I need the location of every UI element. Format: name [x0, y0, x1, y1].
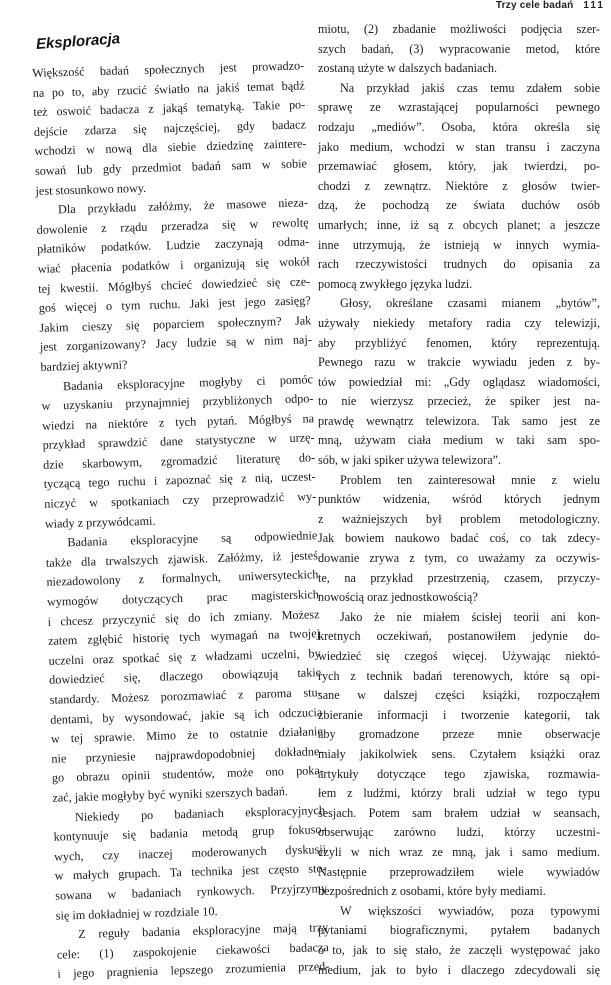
text-line: zbieranie informacji i tworzenie kategorii, tak — [318, 707, 600, 722]
text-line: bezpośrednich z osobami, które były mediami. — [318, 884, 546, 899]
text-line: sowań lub gdy przedmiot badań sam w sobie — [34, 156, 308, 178]
text-line: Badania eksploracyjne mogłyby ci pomóc — [62, 371, 314, 393]
text-line: też oswoić badacza z jakąś tematyką. Takie po- — [33, 97, 306, 120]
text-line: wych, czy inaczej moderowanych dyskusji — [53, 841, 327, 864]
text-line: zatem zgłębić historię tych wymagań na twojej — [47, 626, 321, 648]
text-line: Jako że nie miałem ścisłej teorii ani kon- — [340, 609, 600, 624]
text-line: aby gromadzone przeze mnie obserwacje — [318, 727, 600, 742]
text-line: płatników podatków. Ludzie zaczynają odma- — [36, 234, 310, 257]
text-line: to nie wierzysz przecież, że spiker jest na- — [318, 394, 600, 409]
text-line: i jego pragnienia lepszego zrozumienia przed- — [57, 959, 330, 981]
text-line: te, na przykład przestrzenią, czasem, przyczy- — [318, 570, 600, 585]
text-line: łem z ludźmi, którzy brali udział w tego typu — [318, 786, 600, 801]
text-line: niezadowolony z formalnych, uniwersyteckich — [46, 567, 319, 590]
text-line: tej kwestii. Mógłbyś chcieć dowiedzieć się cze- — [38, 273, 311, 296]
text-line: goś więcej o tym ruchu. Jaki jest jego zasięg? — [38, 293, 311, 316]
text-line: tów powiedział mi: „Gdy oglądasz wiadomości, — [318, 374, 600, 389]
text-line: miotu, (2) zbadanie możliwości podjęcia szer- — [318, 22, 600, 36]
text-line: Większość badań społecznych jest prowadzo- — [32, 58, 305, 80]
text-line: się im dokładniej w rozdziale 10. — [55, 903, 218, 923]
text-line: chodzi z zewnątrz. Niektóre z głosów twier- — [318, 178, 600, 193]
text-line: artykuły dotyczące tego zjawiska, rozmawia- — [318, 766, 600, 781]
text-line: Z reguły badania eksploracyjne mają trzy — [78, 920, 329, 942]
text-line: w tej sprawie. Mimo że to ostatnie działanie — [50, 724, 323, 746]
text-line: miały jakikolwiek sens. Czytałem książki oraz — [318, 746, 600, 761]
text-line: punktów widzenia, wśród których jednym — [318, 492, 600, 507]
text-line: aby przybliżyć fenomen, który reprezentują. — [318, 335, 600, 350]
text-line: kretnych oczekiwań, postanowiłem jedynie do- — [318, 629, 600, 644]
text-line: czyli w nich wraz ze mną, jak i samo medium. — [318, 844, 600, 859]
text-line: rodzaju „mediów”. Osoba, która określa się — [318, 119, 600, 134]
text-line: bardziej aktywni? — [40, 357, 128, 374]
text-line: sób, w jaki spiker używa telewizora”. — [318, 453, 502, 468]
text-line: zostaną użyte w dalszych badaniach. — [318, 61, 498, 76]
text-line: niczyć w spotkaniach czy przeprowadzić wy- — [44, 489, 317, 511]
text-line: jako medium, wchodzi w stan transu i zaczyna — [318, 139, 600, 154]
text-line: Badania eksploracyjne są odpowiednie — [67, 528, 318, 550]
text-line: Głosy, określane czasami mianem „bytów”, — [340, 296, 600, 311]
text-line: przykład sprawdzić dane statystyczne w urzę- — [42, 430, 315, 453]
left-column — [32, 56, 330, 984]
text-line: wymogów dotyczących prac magisterskich — [46, 587, 320, 609]
text-line: wiać płacenia podatków i organizują się wokół — [37, 254, 310, 276]
text-line: dentami, by wysondować, jakie są ich odczucia — [50, 704, 323, 727]
text-line: medium, jak to było i dlaczego zdecydowali się — [318, 962, 600, 977]
page-number: 111 — [583, 0, 605, 11]
text-line: na po to, aby rzucić światło na jakiś temat bądź — [32, 77, 305, 100]
text-line: wchodzi w nową dla siebie dziedzinę zaintere- — [34, 136, 307, 159]
running-head — [496, 0, 605, 12]
text-line: Na przykład jakiś czas temu zdałem sobie — [340, 80, 600, 95]
text-line: sowana w badaniach rynkowych. Przyjrzymy — [55, 881, 328, 903]
text-line: jest zorganizowany? Jacy ludzie są w nim naj- — [39, 332, 312, 355]
text-line: z ważniejszych był problem metodologiczny. — [318, 511, 600, 526]
text-line: w uzyskaniu przynajmniej przybliżonych odpo- — [41, 391, 314, 413]
text-line: Dla przykładu załóżmy, że masowe nieza- — [57, 195, 309, 217]
section-title: Eksploracja — [35, 30, 121, 53]
text-line: prawdę wewnątrz telewizora. Tak samo jest ze — [318, 413, 600, 428]
text-line: zać, jakie mogłyby być wyniki szerszych badań. — [52, 784, 289, 805]
text-line: dowolenie z rządu przeradza się w rewoltę — [36, 215, 309, 237]
text-line: standardy. Możesz porozmawiać z paroma stu- — [49, 685, 322, 707]
text-line: go obrazu opinii studentów, może ono poka- — [51, 763, 325, 786]
running-title: Trzy cele badań — [495, 0, 574, 11]
text-line: dzie skarbowym, zgromadzić literaturę do- — [42, 450, 316, 472]
text-line: dowanie zrywa z tym, co uważamy za oczywis- — [318, 551, 600, 566]
text-line: używały niekiedy metafory radia czy telewizji, — [318, 315, 600, 330]
text-line: W większości wywiadów, poza typowymi — [340, 903, 600, 918]
text-line: sane w dalszej części książki, rozpocząłem — [318, 688, 600, 703]
text-line: Pewnego razu w trakcie wywiadu jeden z by- — [318, 355, 600, 370]
text-line: sesjach. Potem sam brałem udział w seansach, — [318, 805, 600, 820]
text-line: rach rzeczywistości trudnych do opisania za — [318, 257, 600, 272]
text-line: wiedzieć się czegoś więcej. Używając niektó- — [318, 649, 600, 663]
text-line: i chcesz przyczynić się do ich zmiany. Możesz — [47, 606, 320, 629]
text-line: Problem ten zainteresował mnie z wielu — [340, 472, 600, 487]
text-line: wiady z przywódcami. — [44, 513, 156, 531]
text-line: dejście zdarza się najczęściej, gdy badacz — [33, 117, 306, 139]
text-line: obserwując zarówno ludzi, którzy uczestni- — [318, 825, 600, 840]
text-line: pomocą zwykłego języka ludzi. — [318, 276, 473, 291]
text-line: nowością oraz jednostkowością? — [318, 590, 478, 605]
text-line: umarłych; inne, iż są z obcych planet; a jeszcze — [318, 217, 600, 232]
text-line: dowiedzieć się, dlaczego obowiązują takie — [49, 665, 322, 688]
text-line: cele: (1) zaspokojenie ciekawości badacza — [56, 939, 329, 962]
text-line: pytaniami biograficznymi, pytałem badanych — [318, 923, 600, 938]
text-line: sprawę ze wzrastającej popularności pewnego — [318, 100, 600, 115]
right-column — [318, 20, 600, 980]
text-line: rych z technik badań terenowych, które są opi- — [318, 668, 600, 683]
text-line: mną, używam ciała medium w taki sam spo- — [318, 433, 600, 448]
text-line: dzą, że pochodzą ze świata duchów osób — [318, 198, 600, 213]
text-line: inne utrzymują, że istnieją w innych wymia- — [318, 237, 600, 252]
text-line: kontynuuje się badania metodą grup fokuso- — [53, 822, 326, 844]
text-line: tyczącą tego ruchu i zapoznać się z nią, uczest- — [43, 469, 316, 492]
text-line: nie przyniesie najprawdopodobniej dokładne- — [51, 743, 324, 766]
text-line: Jakim cieszy się poparciem społecznym? Jak — [39, 313, 312, 335]
text-line: jest stosunkowo nowy. — [35, 180, 147, 198]
text-line: o to, jak to się stało, że zaczęli występować jako — [318, 942, 600, 957]
text-line: Następnie przeprowadziłem wiele wywiadów — [318, 864, 600, 879]
text-line: w małych grupach. Ta technika jest często sto- — [54, 861, 327, 884]
text-line: przemawiać głosem, który, jak twierdzi, po- — [318, 159, 600, 174]
text-line: szych badań, (3) wypracowanie metod, które — [318, 41, 600, 56]
text-line: uczelni oraz spotkać się z władzami uczelni, by — [48, 645, 321, 668]
text-line: Jak bowiem naukowo badać coś, co tak zdecy- — [318, 531, 600, 546]
text-line: Niekiedy po badaniach eksploracyjnych — [74, 802, 326, 824]
text-line: także dla trwalszych zjawisk. Załóżmy, iż jesteś — [45, 548, 319, 570]
text-line: wiedzi na niektóre z tych pytań. Mógłbyś na — [41, 410, 315, 433]
